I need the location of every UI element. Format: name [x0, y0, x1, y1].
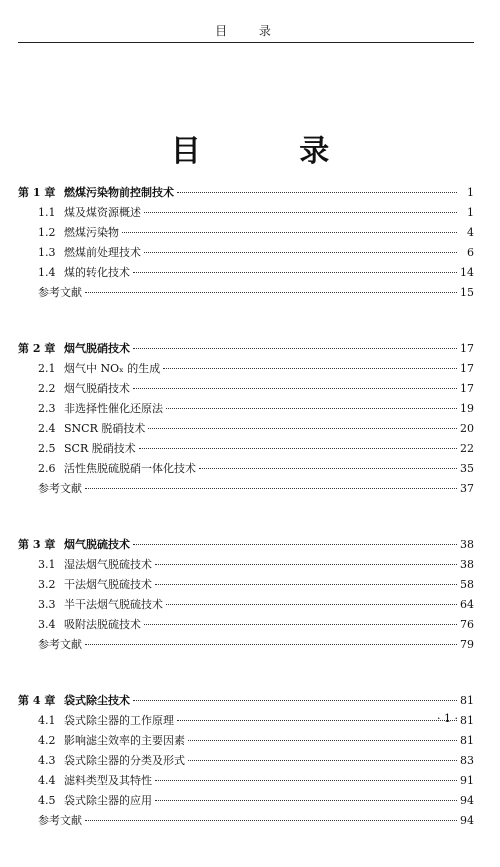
- leader-dots: [188, 760, 457, 761]
- chapter-heading[interactable]: [18, 535, 474, 555]
- page-ref: 38: [460, 538, 474, 551]
- leader-dots: [155, 780, 457, 781]
- section-title: 烟气脱硝技术: [64, 382, 130, 395]
- leader-dots: [133, 348, 457, 349]
- section-number: 3.2: [38, 578, 56, 591]
- section-number: 1.3: [38, 246, 56, 259]
- page-ref: 81: [460, 714, 474, 727]
- toc-entry[interactable]: [18, 731, 474, 751]
- header-rule: [18, 42, 474, 43]
- toc-entry[interactable]: [18, 771, 474, 791]
- chapter-4: [18, 691, 474, 831]
- leader-dots: [155, 584, 457, 585]
- toc-entry[interactable]: [18, 575, 474, 595]
- section-title: 非选择性催化还原法: [64, 402, 163, 415]
- page-ref: 94: [460, 794, 474, 807]
- section-number: 4.2: [38, 734, 56, 747]
- section-title: 燃煤污染物: [64, 226, 119, 239]
- chapter-3: [18, 535, 474, 655]
- chapter-title: 燃煤污染物前控制技术: [64, 186, 174, 199]
- section-title: 吸附法脱硫技术: [64, 618, 141, 631]
- leader-dots: [177, 192, 457, 193]
- page-ref: 76: [460, 618, 474, 631]
- toc-entry[interactable]: [18, 439, 474, 459]
- chapter-title: 烟气脱硝技术: [64, 342, 130, 355]
- page-ref: 17: [460, 382, 474, 395]
- leader-dots: [166, 408, 457, 409]
- section-number: 2.3: [38, 402, 56, 415]
- chapter-1: [18, 183, 474, 303]
- leader-dots: [85, 820, 457, 821]
- leader-dots: [166, 604, 457, 605]
- chapter-number: 第 1 章: [18, 186, 56, 199]
- page-ref: 81: [460, 694, 474, 707]
- toc-entry[interactable]: [18, 379, 474, 399]
- page-ref: 17: [460, 362, 474, 375]
- references-title: 参考文献: [38, 482, 82, 495]
- toc-entry[interactable]: [18, 459, 474, 479]
- leader-dots: [133, 272, 457, 273]
- leader-dots: [133, 388, 457, 389]
- page-ref: 94: [460, 814, 474, 827]
- section-title: 影响滤尘效率的主要因素: [64, 734, 185, 747]
- section-number: 4.5: [38, 794, 56, 807]
- page-ref: 20: [460, 422, 474, 435]
- page-ref: 4: [467, 226, 474, 239]
- page-ref: 17: [460, 342, 474, 355]
- leader-dots: [148, 428, 457, 429]
- toc-entry[interactable]: [18, 399, 474, 419]
- section-number: 3.1: [38, 558, 56, 571]
- leader-dots: [139, 448, 457, 449]
- leader-dots: [122, 232, 457, 233]
- toc-entry[interactable]: [18, 419, 474, 439]
- section-title: 活性焦脱硫脱硝一体化技术: [64, 462, 196, 475]
- references-entry[interactable]: [18, 283, 474, 303]
- page-number: · 1 ·: [437, 712, 458, 725]
- chapter-title: 烟气脱硫技术: [64, 538, 130, 551]
- table-of-contents: [18, 183, 474, 867]
- page-ref: 15: [460, 286, 474, 299]
- page-ref: 83: [460, 754, 474, 767]
- toc-entry[interactable]: [18, 711, 474, 731]
- section-title: 烟气中 NOₓ 的生成: [64, 362, 161, 375]
- page-ref: 37: [460, 482, 474, 495]
- section-title: 湿法烟气脱硫技术: [64, 558, 152, 571]
- page-ref: 19: [460, 402, 474, 415]
- page-ref: 22: [460, 442, 474, 455]
- toc-entry[interactable]: [18, 223, 474, 243]
- references-title: 参考文献: [38, 638, 82, 651]
- section-title: 燃煤前处理技术: [64, 246, 141, 259]
- chapter-2: [18, 339, 474, 499]
- section-number: 4.4: [38, 774, 56, 787]
- leader-dots: [133, 700, 457, 701]
- leader-dots: [85, 644, 457, 645]
- page-ref: 81: [460, 734, 474, 747]
- page-ref: 14: [460, 266, 474, 279]
- chapter-heading[interactable]: [18, 691, 474, 711]
- chapter-number: 第 4 章: [18, 694, 56, 707]
- references-entry[interactable]: [18, 635, 474, 655]
- section-title: 袋式除尘器的应用: [64, 794, 152, 807]
- page-ref: 79: [460, 638, 474, 651]
- section-title: 干法烟气脱硫技术: [64, 578, 152, 591]
- toc-entry[interactable]: [18, 751, 474, 771]
- references-title: 参考文献: [38, 814, 82, 827]
- leader-dots: [133, 544, 457, 545]
- section-number: 4.3: [38, 754, 56, 767]
- leader-dots: [155, 564, 457, 565]
- leader-dots: [144, 252, 457, 253]
- section-title: 煤及煤资源概述: [64, 206, 141, 219]
- toc-entry[interactable]: [18, 263, 474, 283]
- section-number: 1.4: [38, 266, 56, 279]
- toc-entry[interactable]: [18, 791, 474, 811]
- chapter-number: 第 2 章: [18, 342, 56, 355]
- section-number: 2.4: [38, 422, 56, 435]
- section-title: 袋式除尘器的分类及形式: [64, 754, 185, 767]
- page-ref: 38: [460, 558, 474, 571]
- section-number: 2.5: [38, 442, 56, 455]
- section-title: SNCR 脱硝技术: [64, 422, 146, 435]
- leader-dots: [163, 368, 457, 369]
- page-ref: 1: [467, 186, 474, 199]
- toc-entry[interactable]: [18, 243, 474, 263]
- section-title: 半干法烟气脱硫技术: [64, 598, 163, 611]
- page-ref: 58: [460, 578, 474, 591]
- section-number: 1.2: [38, 226, 56, 239]
- page-title: 目 录: [170, 134, 374, 169]
- leader-dots: [155, 800, 457, 801]
- toc-entry[interactable]: [18, 203, 474, 223]
- running-head: 目 录: [215, 24, 285, 38]
- chapter-heading[interactable]: [18, 183, 474, 203]
- references-title: 参考文献: [38, 286, 82, 299]
- section-title: 煤的转化技术: [64, 266, 130, 279]
- leader-dots: [177, 720, 457, 721]
- section-title: 袋式除尘器的工作原理: [64, 714, 174, 727]
- toc-entry[interactable]: [18, 615, 474, 635]
- leader-dots: [144, 624, 457, 625]
- section-title: SCR 脱硝技术: [64, 442, 136, 455]
- page-ref: 35: [460, 462, 474, 475]
- toc-entry[interactable]: [18, 359, 474, 379]
- section-number: 1.1: [38, 206, 56, 219]
- references-entry[interactable]: [18, 479, 474, 499]
- section-number: 2.2: [38, 382, 56, 395]
- section-number: 3.4: [38, 618, 56, 631]
- page-ref: 1: [467, 206, 474, 219]
- section-number: 2.6: [38, 462, 56, 475]
- leader-dots: [144, 212, 457, 213]
- chapter-heading[interactable]: [18, 339, 474, 359]
- leader-dots: [188, 740, 457, 741]
- leader-dots: [199, 468, 457, 469]
- section-number: 2.1: [38, 362, 56, 375]
- section-number: 3.3: [38, 598, 56, 611]
- chapter-title: 袋式除尘技术: [64, 694, 130, 707]
- page-ref: 64: [460, 598, 474, 611]
- page-ref: 91: [460, 774, 474, 787]
- section-number: 4.1: [38, 714, 56, 727]
- chapter-number: 第 3 章: [18, 538, 56, 551]
- leader-dots: [85, 292, 457, 293]
- references-entry[interactable]: [18, 811, 474, 831]
- leader-dots: [85, 488, 457, 489]
- toc-entry[interactable]: [18, 595, 474, 615]
- toc-entry[interactable]: [18, 555, 474, 575]
- section-title: 滤料类型及其特性: [64, 774, 152, 787]
- page-ref: 6: [467, 246, 474, 259]
